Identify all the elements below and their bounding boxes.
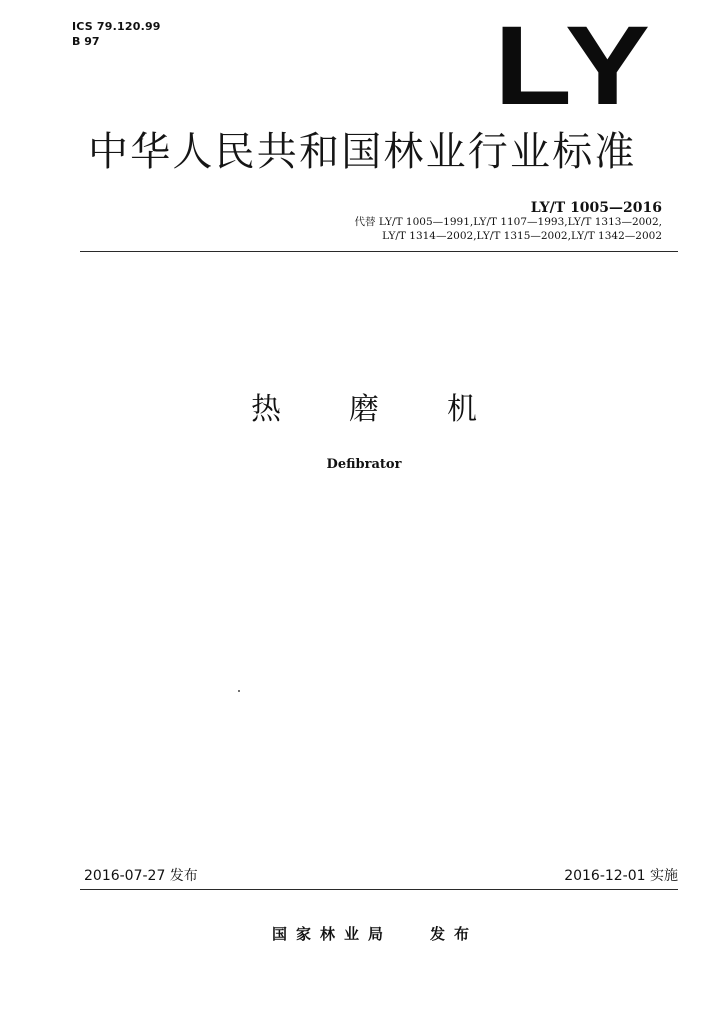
publish-label: 发布 xyxy=(430,925,479,943)
scan-speck xyxy=(238,690,240,692)
publisher-name: 国家林业局 xyxy=(272,925,393,943)
issue-date: 2016-07-27 发布 xyxy=(84,868,198,884)
header-divider xyxy=(80,251,678,252)
replaces-line-2: LY/T 1314—2002,LY/T 1315—2002,LY/T 1342—2002 xyxy=(382,230,662,242)
footer-divider xyxy=(80,889,678,890)
document-title-english: Defibrator xyxy=(326,457,402,472)
title-char-2: 磨 xyxy=(349,392,379,427)
replaces-line-1: 代替 LY/T 1005—1991,LY/T 1107—1993,LY/T 1313—2002, xyxy=(354,216,662,228)
standard-number-text: LY/T 1005—2016 xyxy=(530,200,662,216)
implementation-date: 2016-12-01 实施 xyxy=(564,868,678,884)
title-char-3: 机 xyxy=(447,392,477,427)
industry-standard-title: 中华人民共和国林业行业标准 xyxy=(88,129,637,175)
standard-logo: LY xyxy=(494,3,655,128)
document-title xyxy=(0,390,728,430)
standard-number xyxy=(531,200,662,216)
ics-code: ICS 79.120.99 xyxy=(72,20,161,33)
ccs-code: B 97 xyxy=(72,35,100,48)
title-char-1: 热 xyxy=(251,392,281,427)
